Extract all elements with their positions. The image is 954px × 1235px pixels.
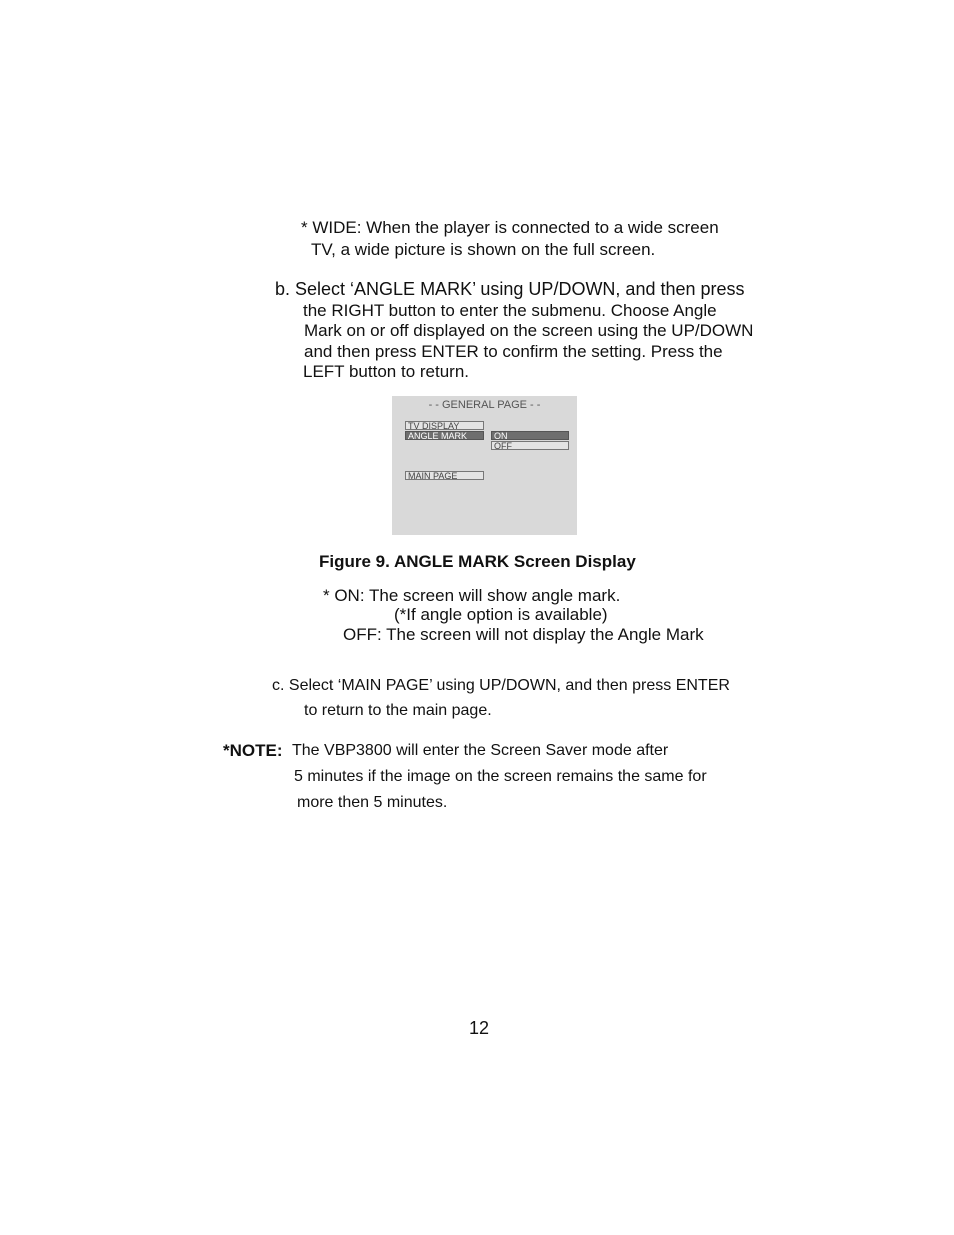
osd-menu-tv-display: TV DISPLAY	[405, 421, 484, 430]
general-page-osd-figure	[392, 396, 577, 535]
option-on-note: (*If angle option is available)	[394, 605, 608, 624]
note-line-3: more then 5 minutes.	[297, 794, 448, 811]
step-c-line-2: to return to the main page.	[304, 702, 492, 719]
osd-submenu-on: ON	[491, 431, 569, 440]
step-c-line-1: c. Select ‘MAIN PAGE’ using UP/DOWN, and then press ENTER	[272, 677, 730, 694]
step-b-line-5: LEFT button to return.	[303, 362, 469, 381]
wide-note-line-1: * WIDE: When the player is connected to a wide screen	[301, 218, 719, 237]
note-line-1: The VBP3800 will enter the Screen Saver mode after	[292, 742, 669, 759]
step-b-line-1: b. Select ‘ANGLE MARK’ using UP/DOWN, and then press	[275, 279, 745, 299]
osd-submenu-off: OFF	[491, 441, 569, 450]
osd-menu-main-page: MAIN PAGE	[405, 471, 484, 480]
osd-title: - - GENERAL PAGE - -	[428, 399, 541, 411]
step-b-line-4: and then press ENTER to confirm the setting. Press the	[304, 342, 723, 361]
osd-menu-angle-mark: ANGLE MARK	[405, 431, 484, 440]
step-b-line-2: the RIGHT button to enter the submenu. Choose Angle	[303, 301, 717, 320]
option-off-line: OFF: The screen will not display the Angle Mark	[343, 625, 704, 644]
wide-note-line-2: TV, a wide picture is shown on the full screen.	[311, 240, 656, 259]
page-number: 12	[469, 1018, 490, 1038]
note-line-2: 5 minutes if the image on the screen remains the same for	[294, 768, 707, 785]
option-on-line: * ON: The screen will show angle mark.	[323, 586, 621, 605]
step-b-line-3: Mark on or off displayed on the screen using the UP/DOWN	[304, 321, 754, 340]
figure-caption: Figure 9. ANGLE MARK Screen Display	[319, 552, 636, 571]
note-label: *NOTE:	[223, 741, 283, 760]
